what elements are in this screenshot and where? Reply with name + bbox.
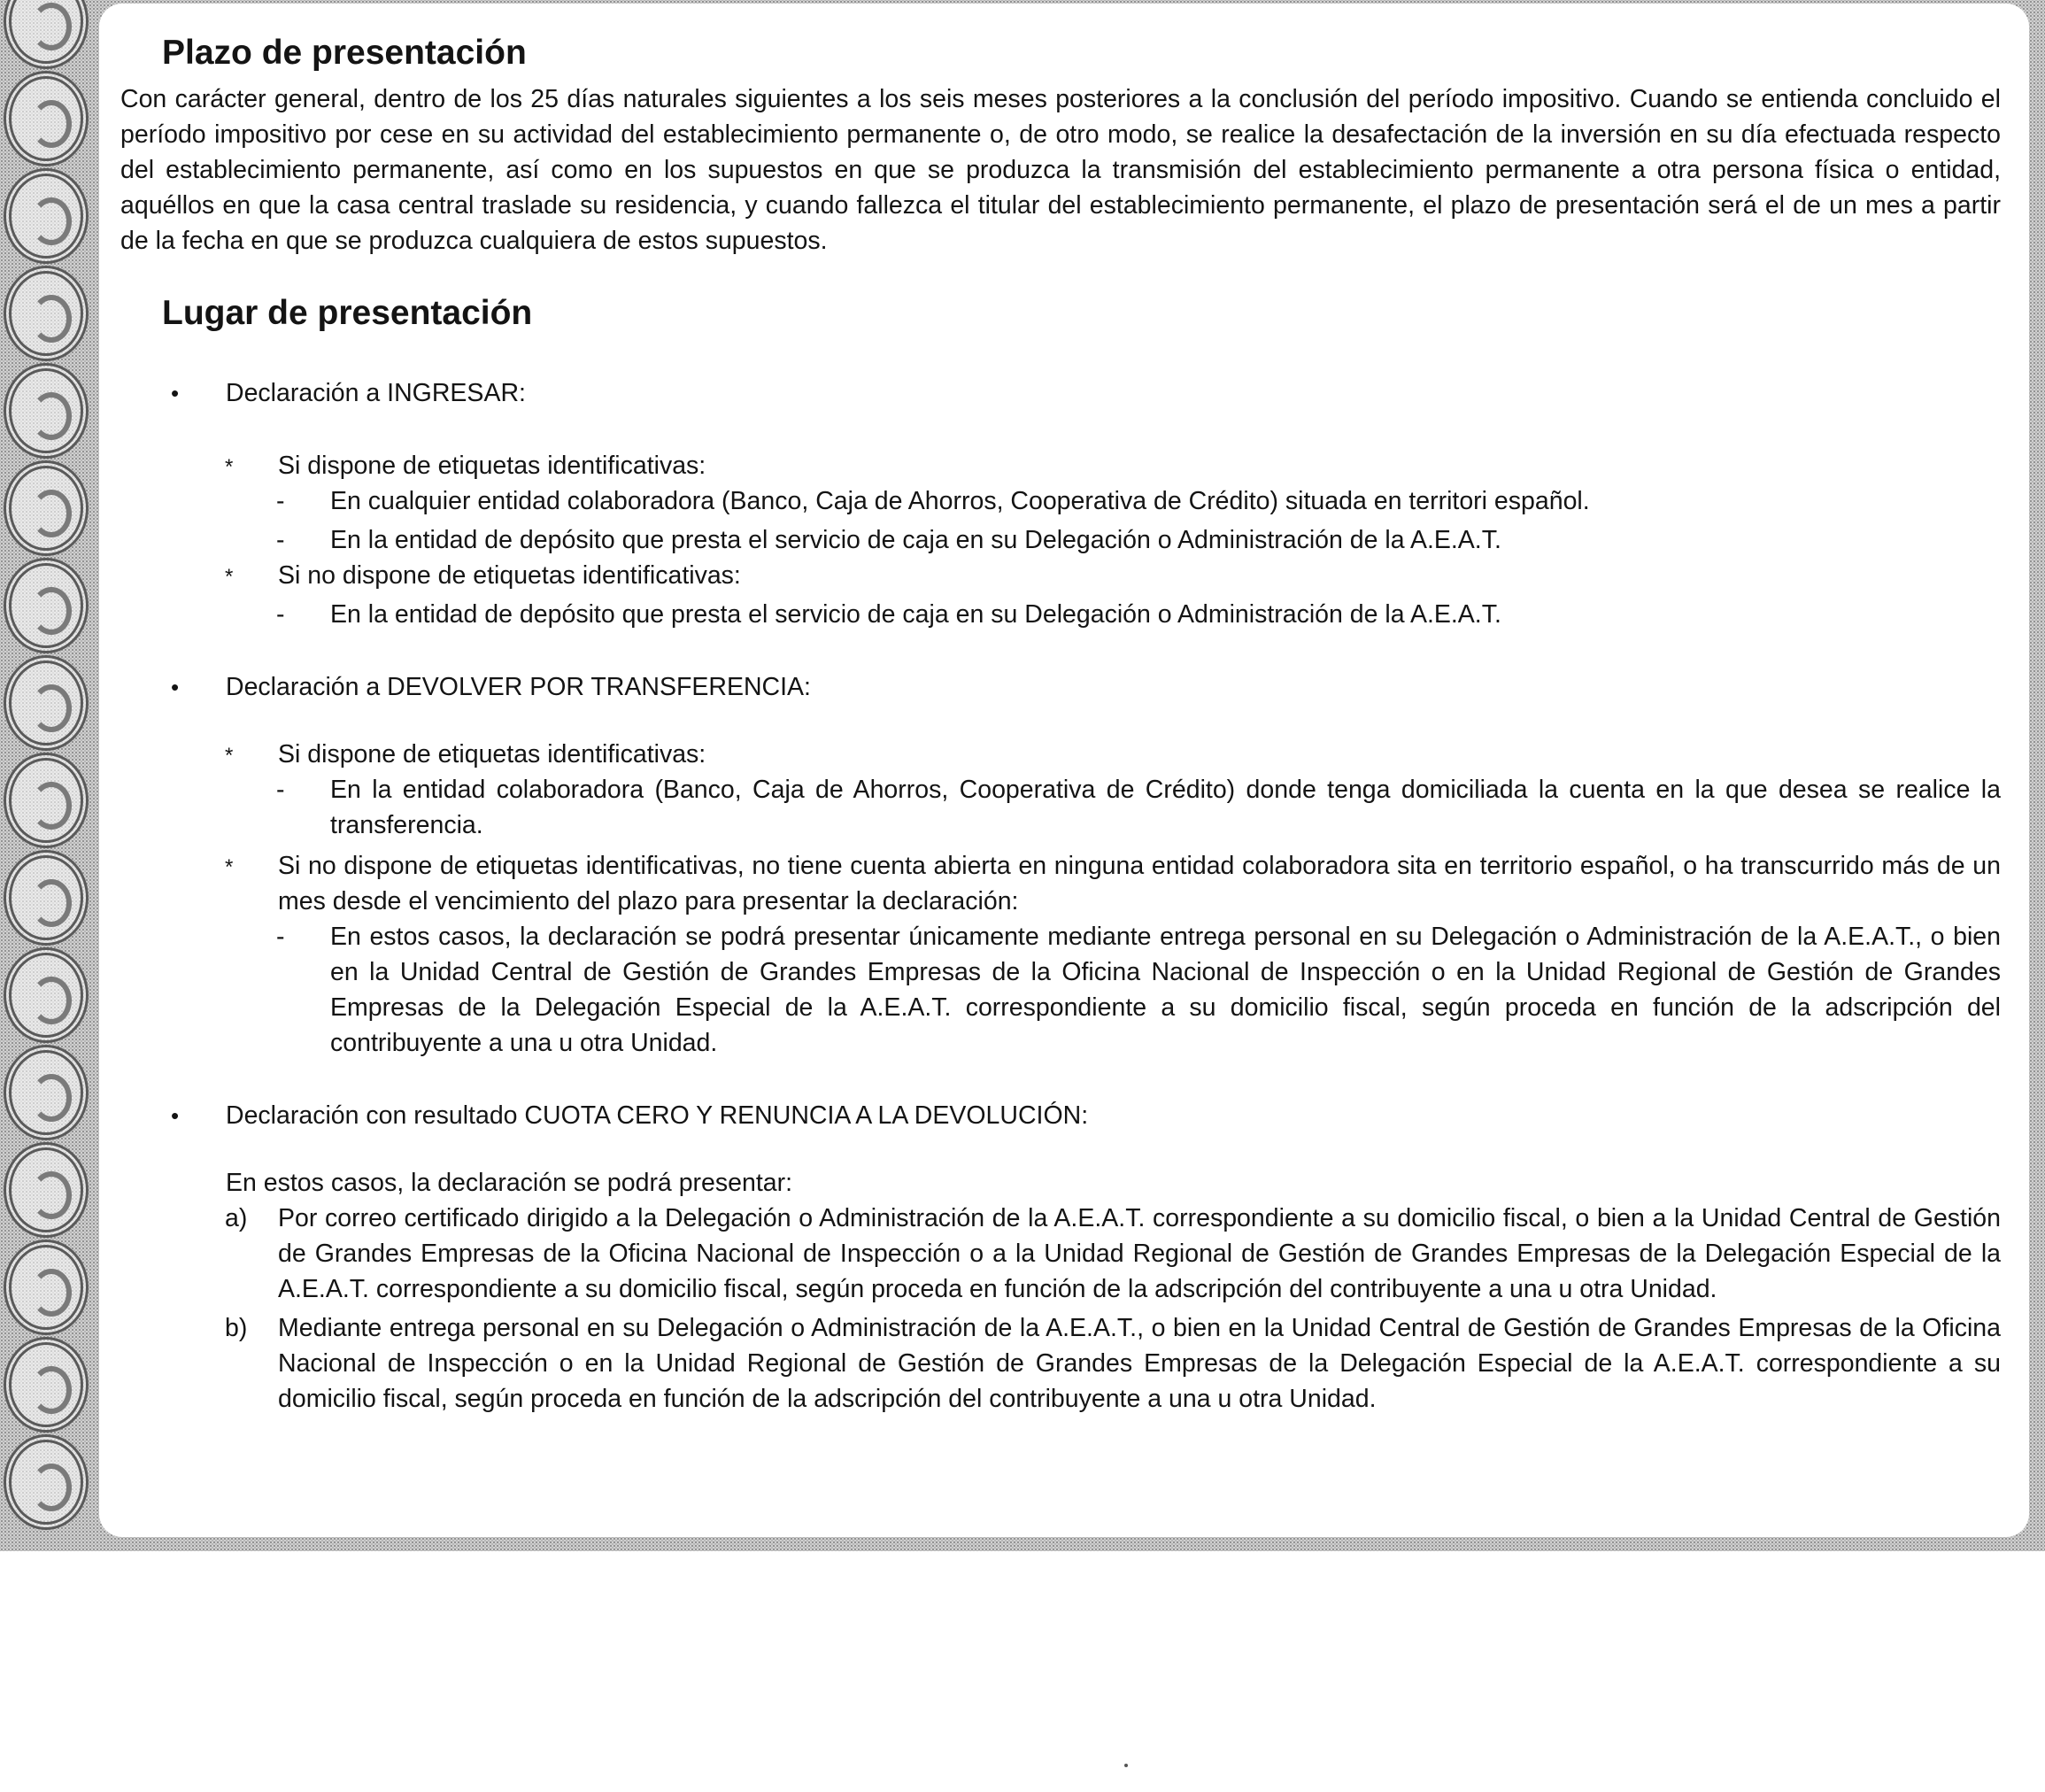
letter-marker-a: a)	[225, 1204, 248, 1232]
dash-marker: -	[276, 600, 285, 629]
list-item	[120, 737, 2001, 772]
devolver-sin-item1: En estos casos, la declaración se podrá presentar únicamente mediante entrega personal en su Delegación o Administración de la A.E.A.T., o bien en la Unidad Central de Gestión de Grandes Empresas de la Oficina Nacional de Inspección o en la Unidad Regional de Gestión de Grandes Empresas de la Delegación Especial de la A.E.A.T. correspondiente a su domicilio fiscal, según proceda en función de la adscripción del contribuyente a una u otra Unidad.	[330, 923, 2001, 1057]
dash-marker: -	[276, 487, 285, 515]
dash-marker: -	[276, 923, 285, 951]
bullet-marker: •	[171, 674, 180, 700]
bullet-marker: •	[171, 1102, 180, 1129]
ingresar-sin-etiquetas: Si no dispone de etiquetas identificativas:	[278, 561, 741, 590]
ornament-ring-icon	[4, 0, 89, 69]
ingresar-sin-item1: En la entidad de depósito que presta el servicio de caja en su Delegación o Administración de la A.E.A.T.	[330, 600, 1501, 629]
bullet-marker: •	[171, 380, 180, 406]
list-item	[120, 448, 2001, 483]
star-marker: *	[225, 455, 234, 479]
cuota-cero-intro: En estos casos, la declaración se podrá presentar:	[226, 1169, 793, 1197]
ornament-ring-icon	[4, 1240, 89, 1335]
ornament-ring-icon	[4, 363, 89, 459]
list-item	[120, 558, 2001, 593]
ornament-ring-icon	[4, 168, 89, 264]
ornament-ring-icon	[4, 1045, 89, 1140]
star-marker: *	[225, 744, 234, 768]
ornament-ring-icon	[4, 460, 89, 556]
devolver-con-item1: En la entidad colaboradora (Banco, Caja de Ahorros, Cooperativa de Crédito) donde tenga domiciliada la cuenta en la que desea se realice la transferencia.	[330, 776, 2001, 839]
stray-dot	[1124, 1764, 1128, 1767]
cuota-cero-item-b: Mediante entrega personal en su Delegación o Administración de la A.E.A.T., o bien en la Unidad Central de Gestión de Grandes Empresas de la Oficina Nacional de Inspección o en la Unidad Regional de Gestión de Grandes Empresas de la Delegación Especial de la A.E.A.T. correspondiente a su domicilio fiscal, según proceda en función de la adscripción del contribuyente a una u otra Unidad.	[278, 1314, 2001, 1413]
section-title-plazo: Plazo de presentación	[162, 34, 527, 72]
ornament-ring-icon	[4, 947, 89, 1043]
ornament-ring-icon	[4, 71, 89, 166]
ornament-ring-icon	[4, 1434, 89, 1530]
list-item	[120, 919, 2001, 1061]
star-marker: *	[225, 855, 234, 879]
ingresar-con-item1: En cualquier entidad colaboradora (Banco, Caja de Ahorros, Cooperativa de Crédito) situada en territori español.	[330, 487, 1590, 515]
ornament-ring-icon	[4, 1142, 89, 1238]
list-item	[120, 669, 2001, 705]
list-item	[120, 597, 2001, 632]
ornament-ring-icon	[4, 655, 89, 751]
ornament-ring-icon	[4, 1337, 89, 1433]
ingresar-label: Declaración a INGRESAR:	[226, 379, 526, 407]
list-item	[120, 375, 2001, 411]
ornament-ring-icon	[4, 266, 89, 361]
dash-marker: -	[276, 526, 285, 554]
document-content	[120, 32, 2001, 1417]
list-item	[120, 848, 2001, 919]
list-item	[120, 1098, 2001, 1133]
devolver-con-etiquetas: Si dispone de etiquetas identificativas:	[278, 740, 706, 769]
devolver-label: Declaración a DEVOLVER POR TRANSFERENCIA:	[226, 673, 811, 701]
ingresar-con-item2: En la entidad de depósito que presta el servicio de caja en su Delegación o Administración de la A.E.A.T.	[330, 526, 1501, 554]
cuota-cero-label: Declaración con resultado CUOTA CERO Y RENUNCIA A LA DEVOLUCIÓN:	[226, 1101, 1089, 1130]
list-item	[120, 483, 2001, 519]
dash-marker: -	[276, 776, 285, 804]
cuota-cero-item-a: Por correo certificado dirigido a la Delegación o Administración de la A.E.A.T. correspondiente a su domicilio fiscal, o bien a la Unidad Central de Gestión de Grandes Empresas de la Oficina Nacional de Inspección o a la Unidad Regional de Gestión de Grandes Empresas de la Delegación Especial de la A.E.A.T. correspondiente a su domicilio fiscal, según proceda en función de la adscripción del contribuyente a una u otra Unidad.	[278, 1204, 2001, 1303]
ingresar-con-etiquetas: Si dispone de etiquetas identificativas:	[278, 452, 706, 480]
devolver-sin-etiquetas: Si no dispone de etiquetas identificativas, no tiene cuenta abierta en ninguna entidad colaboradora sita en territorio español, o ha transcurrido más de un mes desde el vencimiento del plazo para presentar la declaración:	[278, 852, 2001, 915]
section-title-lugar: Lugar de presentación	[162, 294, 533, 332]
list-item	[120, 522, 2001, 558]
plazo-paragraph: Con carácter general, dentro de los 25 días naturales siguientes a los seis meses posteriores a la conclusión del período impositivo. Cuando se entienda concluido el período impositivo por cese en su actividad del establecimiento permanente o, de otro modo, se realice la desafectación de la inversión en su día efectuada respecto del establecimiento permanente, así como en los supuestos en que se produzca la transmisión del establecimiento permanente a otra persona física o entidad, aquéllos en que la casa central traslade su residencia, y cuando fallezca el titular del establecimiento permanente, el plazo de presentación será el de un mes a partir de la fecha en que se produzca cualquiera de estos supuestos.	[120, 85, 2001, 255]
list-item	[120, 772, 2001, 843]
letter-marker-b: b)	[225, 1314, 248, 1342]
decorative-border	[0, 0, 99, 1551]
list-item	[120, 1310, 2001, 1417]
ornament-ring-icon	[4, 558, 89, 653]
list-item	[120, 1201, 2001, 1307]
ornament-ring-icon	[4, 753, 89, 848]
star-marker: *	[225, 565, 234, 589]
ornament-ring-icon	[4, 850, 89, 946]
